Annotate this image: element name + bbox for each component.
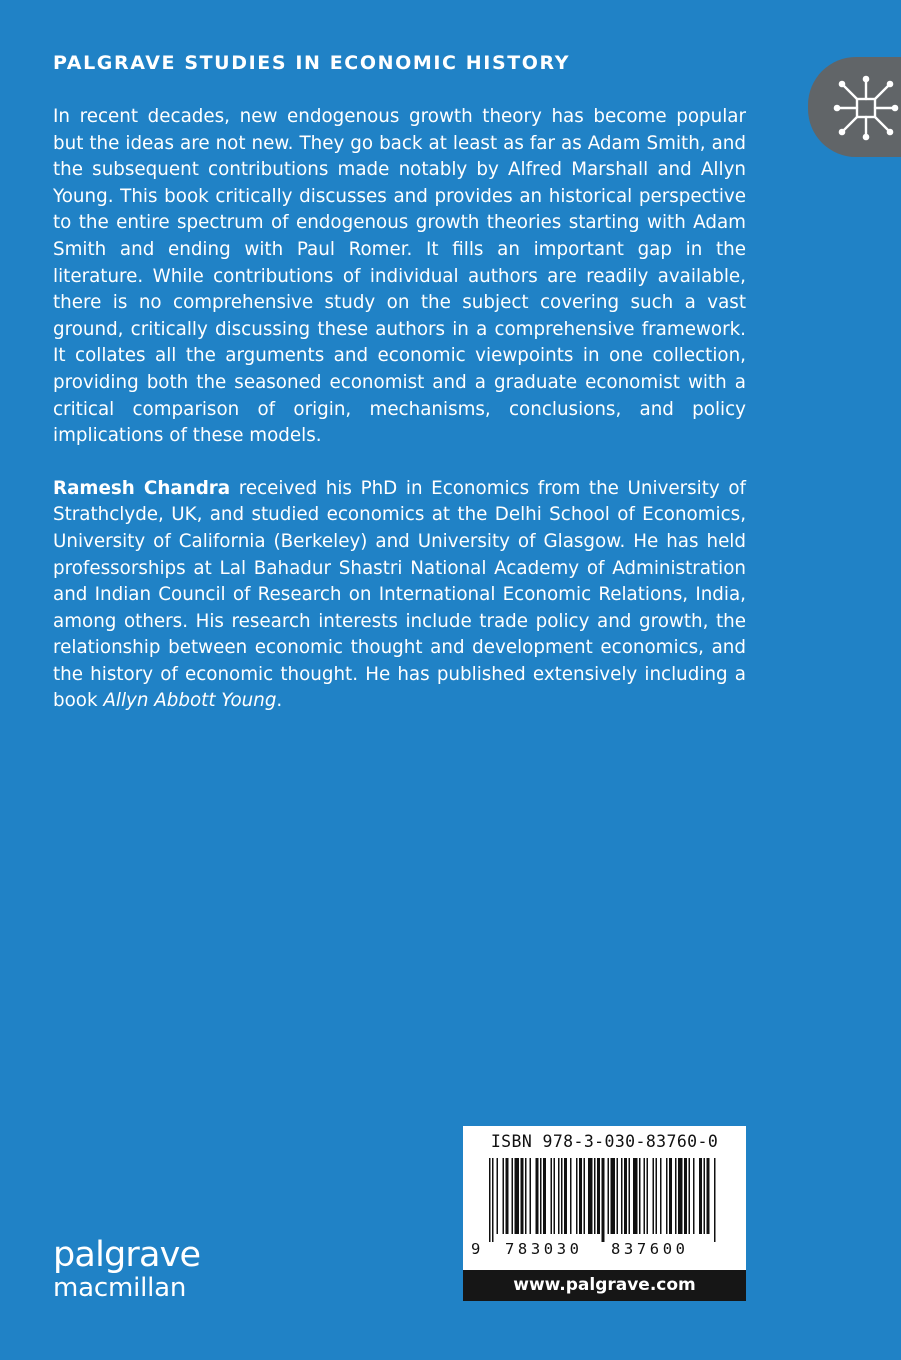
barcode-bar <box>699 1158 702 1234</box>
barcode-bar <box>561 1158 563 1234</box>
logo-macmillan: macmillan <box>53 1273 187 1303</box>
barcode-bar <box>530 1158 532 1234</box>
barcode-bar <box>666 1158 668 1234</box>
author-book-title: Allyn Abbott Young <box>103 690 277 712</box>
barcode-bar <box>512 1158 514 1234</box>
barcode-bar <box>678 1158 683 1234</box>
barcode-bar <box>660 1158 662 1234</box>
series-badge <box>808 57 901 157</box>
barcode-bar <box>515 1158 520 1234</box>
barcode-bar <box>551 1158 553 1234</box>
barcode-bar <box>536 1158 539 1234</box>
barcode-bar <box>540 1158 542 1234</box>
barcode-bar <box>707 1158 710 1234</box>
barcode-bar <box>621 1158 623 1234</box>
series-title: PALGRAVE STUDIES IN ECONOMIC HISTORY <box>53 52 571 74</box>
logo-palgrave: palgrave <box>53 1235 201 1275</box>
barcode-bar <box>543 1158 546 1234</box>
barcode-bar <box>617 1158 619 1234</box>
publisher-url[interactable]: www.palgrave.com <box>463 1270 746 1301</box>
barcode-bar <box>597 1158 600 1234</box>
barcode-bar <box>647 1158 649 1234</box>
barcode-bar <box>579 1158 582 1234</box>
barcode-digit-lead: 9 <box>471 1240 481 1258</box>
barcode-bar <box>554 1158 556 1234</box>
barcode-bar <box>521 1158 524 1234</box>
barcode-bar <box>594 1158 596 1234</box>
barcode-bar <box>639 1158 641 1234</box>
publisher-logo <box>53 1235 201 1303</box>
blurb <box>53 104 746 741</box>
barcode-bar <box>588 1158 593 1234</box>
author-bio <box>53 476 746 715</box>
barcode-bar <box>669 1158 672 1234</box>
barcode-digits-left: 783030 <box>505 1240 583 1258</box>
barcode-bar <box>576 1158 578 1234</box>
barcode-bar <box>525 1158 527 1234</box>
barcode <box>489 1158 719 1242</box>
barcode-bar <box>629 1158 631 1234</box>
barcode-bar <box>570 1158 572 1234</box>
barcode-bar <box>492 1158 494 1242</box>
barcode-bar <box>675 1158 677 1234</box>
barcode-bar <box>506 1158 509 1234</box>
barcode-bar <box>624 1158 627 1234</box>
barcode-bar <box>644 1158 646 1234</box>
barcode-bar <box>584 1158 586 1234</box>
palgrave-network-icon <box>828 70 901 146</box>
isbn-label: ISBN 978-3-030-83760-0 <box>490 1132 719 1151</box>
barcode-bar <box>704 1158 706 1234</box>
author-name: Ramesh Chandra <box>53 477 231 499</box>
barcode-bar <box>693 1158 695 1234</box>
barcode-bar <box>503 1158 505 1234</box>
barcode-bar <box>689 1158 691 1234</box>
barcode-digits-right: 837600 <box>611 1240 689 1258</box>
barcode-bar <box>602 1158 605 1242</box>
barcode-box <box>463 1126 746 1301</box>
author-bio-end: . <box>276 690 283 712</box>
barcode-bar <box>489 1158 491 1242</box>
barcode-bar <box>684 1158 687 1234</box>
barcode-bar <box>633 1158 638 1234</box>
barcode-bar <box>564 1158 567 1234</box>
author-bio-text: received his PhD in Economics from the University of Strathclyde, UK, and studied economics at the Delhi School of Economics, University of California (Berkeley) and University of Glasgow. He has held professorships at Lal Bahadur Shastri National Academy of Administration and Indian Council of Research on International Economic Relations, India, among others. His research interests include trade policy and growth, the relationship between economic thought and development economics, and the history of economic thought. He has published extensively including a book <box>53 477 746 712</box>
barcode-bar <box>608 1158 610 1234</box>
book-description: In recent decades, new endogenous growth theory has become popular but the ideas are not new. They go back at least as far as Adam Smith, and the subsequent contributions made notably by Alfred Marshall and Allyn Young. This book critically discusses and provides an historical perspective to the entire spectrum of endogenous growth theories starting with Adam Smith and ending with Paul Romer. It fills an important gap in the literature. While contributions of individual authors are readily available, there is no comprehensive study on the subject covering such a vast ground, critically discussing these authors in a comprehensive framework. It collates all the arguments and economic viewpoints in one collection, providing both the seasoned economist and a graduate economist with a critical comparison of origin, mechanisms, conclusions, and policy implications of these models. <box>53 106 746 447</box>
barcode-bar <box>714 1158 716 1242</box>
barcode-bar <box>558 1158 560 1234</box>
barcode-bar <box>656 1158 658 1234</box>
barcode-bar <box>611 1158 616 1234</box>
barcode-bar <box>653 1158 655 1234</box>
barcode-bar <box>497 1158 499 1234</box>
